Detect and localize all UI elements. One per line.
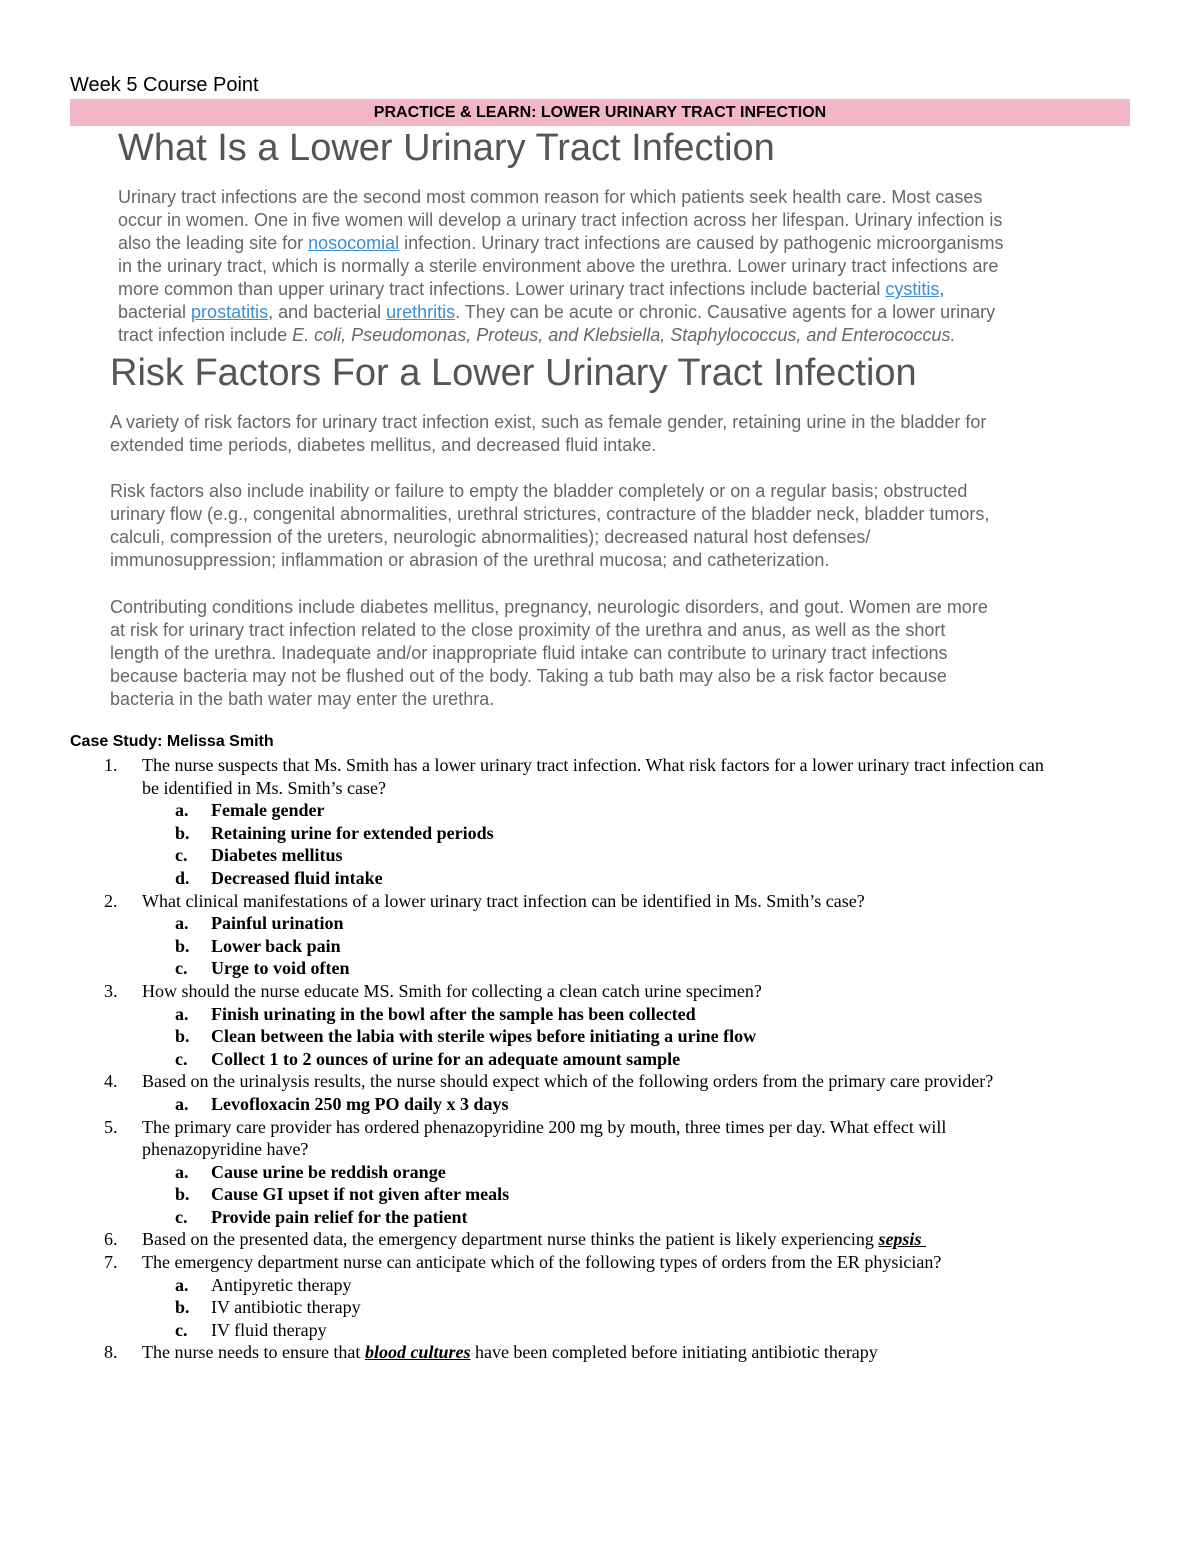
paragraph-line: at risk for urinary tract infection related to the close proximity of the urethra and anus, as well as the short <box>110 620 946 640</box>
answer-item <box>0 844 1200 867</box>
answer-item <box>0 1206 1200 1229</box>
answer-letter: a. <box>175 1161 189 1182</box>
paragraph-text: Urinary tract infections are the second most common reason for which patients seek health care. Most cases <box>118 187 983 207</box>
paragraph-line: extended time periods, diabetes mellitus, and decreased fluid intake. <box>110 435 657 455</box>
answer-item <box>0 1003 1200 1026</box>
answer-item <box>0 935 1200 958</box>
section-banner <box>70 99 1130 126</box>
answer-text: Decreased fluid intake <box>211 867 383 888</box>
paragraph-text: . They can be acute or chronic. Causative agents for a lower urinary <box>455 302 996 322</box>
question-text: be identified in Ms. Smith’s case? <box>142 777 386 798</box>
answer-text: Finish urinating in the bowl after the sample has been collected <box>211 1003 696 1024</box>
answer-item <box>0 1093 1200 1116</box>
answer-letter: a. <box>175 913 189 934</box>
answer-item <box>0 1319 1200 1342</box>
question-4 <box>0 1070 1200 1093</box>
paragraph-line <box>118 209 1003 232</box>
question-text: The emergency department nurse can anticipate which of the following types of orders from the ER physician? <box>142 1252 942 1273</box>
urethritis-link[interactable]: urethritis <box>386 302 456 322</box>
risk-factors-paragraph-1 <box>110 411 986 457</box>
answer-text: Clean between the labia with sterile wipes before initiating a urine flow <box>211 1026 757 1047</box>
paragraph-line: calculi, compression of the ureters, neurologic abnormalities); decreased natural host defenses/ <box>110 527 871 547</box>
risk-factors-paragraph-2 <box>110 480 989 572</box>
prostatitis-link[interactable]: prostatitis <box>191 302 269 322</box>
answer-letter: b. <box>175 1026 190 1047</box>
paragraph-text: infection. Urinary tract infections are caused by pathogenic microorganisms <box>399 233 1004 253</box>
paragraph-text: , and bacterial <box>268 302 387 322</box>
paragraph-text: tract infection include <box>118 325 293 345</box>
answer-letter: b. <box>175 822 190 843</box>
answer-text: Urge to void often <box>211 958 350 979</box>
answer-text: Retaining urine for extended periods <box>211 822 494 843</box>
question-text: How should the nurse educate MS. Smith for collecting a clean catch urine specimen? <box>142 980 762 1001</box>
banner-title: PRACTICE & LEARN: LOWER URINARY TRACT INFECTION <box>373 104 827 121</box>
question-5 <box>0 1116 1200 1139</box>
question-number: 5. <box>104 1116 118 1137</box>
answer-letter: a. <box>175 1003 189 1024</box>
answer-item <box>0 1161 1200 1184</box>
answer-item <box>0 799 1200 822</box>
answer-text: Collect 1 to 2 ounces of urine for an adequate amount sample <box>211 1048 681 1069</box>
question-number: 6. <box>104 1229 118 1250</box>
answer-item <box>0 1025 1200 1048</box>
question-text: What clinical manifestations of a lower urinary tract infection can be identified in Ms. Smith’s case? <box>142 890 865 911</box>
paragraph-line <box>118 278 1003 301</box>
paragraph-text: more common than upper urinary tract infections. Lower urinary tract infections include bacterial <box>118 279 886 299</box>
paragraph-line <box>118 255 1003 278</box>
answer-letter: c. <box>175 1206 188 1227</box>
paragraph-line: Contributing conditions include diabetes mellitus, pregnancy, neurologic disorders, and gout. Women are more <box>110 597 988 617</box>
answer-text: Female gender <box>211 800 325 821</box>
paragraph-line <box>118 324 1003 347</box>
course-label: Week 5 Course Point <box>70 74 259 96</box>
paragraph-line: urinary flow (e.g., congenital abnormalities, urethral strictures, contracture of the bladder neck, bladder tumors, <box>110 504 990 524</box>
question-8 <box>0 1341 1200 1364</box>
answer-item <box>0 867 1200 890</box>
cystitis-link[interactable]: cystitis <box>885 279 940 299</box>
answer-text: Antipyretic therapy <box>211 1274 352 1295</box>
answer-item <box>0 912 1200 935</box>
question-7 <box>0 1251 1200 1274</box>
answer-text: Levofloxacin 250 mg PO daily x 3 days <box>211 1093 509 1114</box>
question-text-suffix: have been completed before initiating antibiotic therapy <box>470 1342 878 1363</box>
answer-text: Diabetes mellitus <box>211 845 343 866</box>
paragraph-line: Risk factors also include inability or failure to empty the bladder completely or on a regular basis; obstructed <box>110 481 968 501</box>
answer-text: IV fluid therapy <box>211 1319 327 1340</box>
answer-item <box>0 1183 1200 1206</box>
answer-letter: d. <box>175 867 190 888</box>
question-text: phenazopyridine have? <box>142 1139 309 1160</box>
question-1-continued <box>0 777 1200 800</box>
question-number: 2. <box>104 890 118 911</box>
answer-letter: c. <box>175 1048 188 1069</box>
question-text: The nurse suspects that Ms. Smith has a lower urinary tract infection. What risk factors for a lower urinary tract infection can <box>142 755 1044 775</box>
risk-factors-heading: Risk Factors For a Lower Urinary Tract Infection <box>110 352 917 394</box>
what-is-heading: What Is a Lower Urinary Tract Infection <box>118 127 775 169</box>
risk-factors-paragraph-3 <box>110 596 988 711</box>
sepsis-answer-blank: sepsis <box>878 1229 926 1250</box>
answer-letter: b. <box>175 935 190 956</box>
paragraph-line: because bacteria may not be flushed out of the body. Taking a tub bath may also be a risk factor because <box>110 666 947 686</box>
question-1 <box>0 754 1200 777</box>
answer-letter: c. <box>175 958 188 979</box>
question-text <box>142 1228 926 1251</box>
nosocomial-link[interactable]: nosocomial <box>308 233 400 253</box>
answer-text: Cause urine be reddish orange <box>211 1161 446 1182</box>
answer-letter: a. <box>175 1093 189 1114</box>
blood-cultures-answer-blank: blood cultures <box>364 1342 471 1363</box>
what-is-paragraph <box>118 186 1003 347</box>
answer-letter: c. <box>175 1319 188 1340</box>
case-study-title: Case Study: Melissa Smith <box>70 733 274 750</box>
question-number: 3. <box>104 980 118 1001</box>
answer-letter: b. <box>175 1184 190 1205</box>
paragraph-text: bacterial <box>118 302 192 322</box>
paragraph-line: bacteria in the bath water may enter the urethra. <box>110 689 495 709</box>
question-text-prefix: The nurse needs to ensure that <box>142 1342 365 1363</box>
paragraph-line: length of the urethra. Inadequate and/or inappropriate fluid intake can contribute to urinary tract infections <box>110 643 948 663</box>
answer-text: Painful urination <box>211 913 344 934</box>
paragraph-line <box>118 301 1003 324</box>
question-text-prefix: Based on the presented data, the emergency department nurse thinks the patient is likely experiencing <box>142 1229 879 1250</box>
paragraph-line <box>118 186 1003 209</box>
answer-text: Provide pain relief for the patient <box>211 1206 468 1227</box>
question-number: 1. <box>104 755 118 775</box>
answer-item <box>0 1048 1200 1071</box>
answer-letter: a. <box>175 800 189 821</box>
answer-item <box>0 1296 1200 1319</box>
answer-text: IV antibiotic therapy <box>211 1297 361 1318</box>
paragraph-line: immunosuppression; inflammation or abrasion of the urethral mucosa; and catheterization. <box>110 550 830 570</box>
answer-text: Cause GI upset if not given after meals <box>211 1184 510 1205</box>
answer-text: Lower back pain <box>211 935 341 956</box>
answer-item <box>0 1274 1200 1297</box>
paragraph-text: , <box>939 279 945 299</box>
answer-letter: a. <box>175 1274 189 1295</box>
question-6 <box>0 1228 1200 1251</box>
question-2 <box>0 890 1200 913</box>
paragraph-line: A variety of risk factors for urinary tract infection exist, such as female gender, retaining urine in the bladder for <box>110 412 987 432</box>
question-text: Based on the urinalysis results, the nurse should expect which of the following orders from the primary care provider? <box>142 1071 994 1092</box>
question-5-continued <box>0 1138 1200 1161</box>
answer-item <box>0 957 1200 980</box>
answer-item <box>0 822 1200 845</box>
question-number: 4. <box>104 1071 118 1092</box>
question-text: The primary care provider has ordered phenazopyridine 200 mg by mouth, three times per day. What effect will <box>142 1116 947 1137</box>
question-text <box>142 1341 878 1364</box>
case-study-questions <box>0 754 1200 1364</box>
question-number: 8. <box>104 1342 118 1363</box>
causative-agents-text: E. coli, Pseudomonas, Proteus, and Klebsiella, Staphylococcus, and Enterococcus. <box>292 325 956 345</box>
paragraph-text: in the urinary tract, which is normally a sterile environment above the urethra. Lower urinary tract infections are <box>118 256 999 276</box>
paragraph-text: also the leading site for <box>118 233 309 253</box>
question-3 <box>0 980 1200 1003</box>
paragraph-text: occur in women. One in five women will develop a urinary tract infection across her lifespan. Urinary infection is <box>118 210 1003 230</box>
paragraph-line <box>118 232 1003 255</box>
answer-letter: c. <box>175 845 188 866</box>
question-number: 7. <box>104 1252 118 1273</box>
answer-letter: b. <box>175 1297 190 1318</box>
